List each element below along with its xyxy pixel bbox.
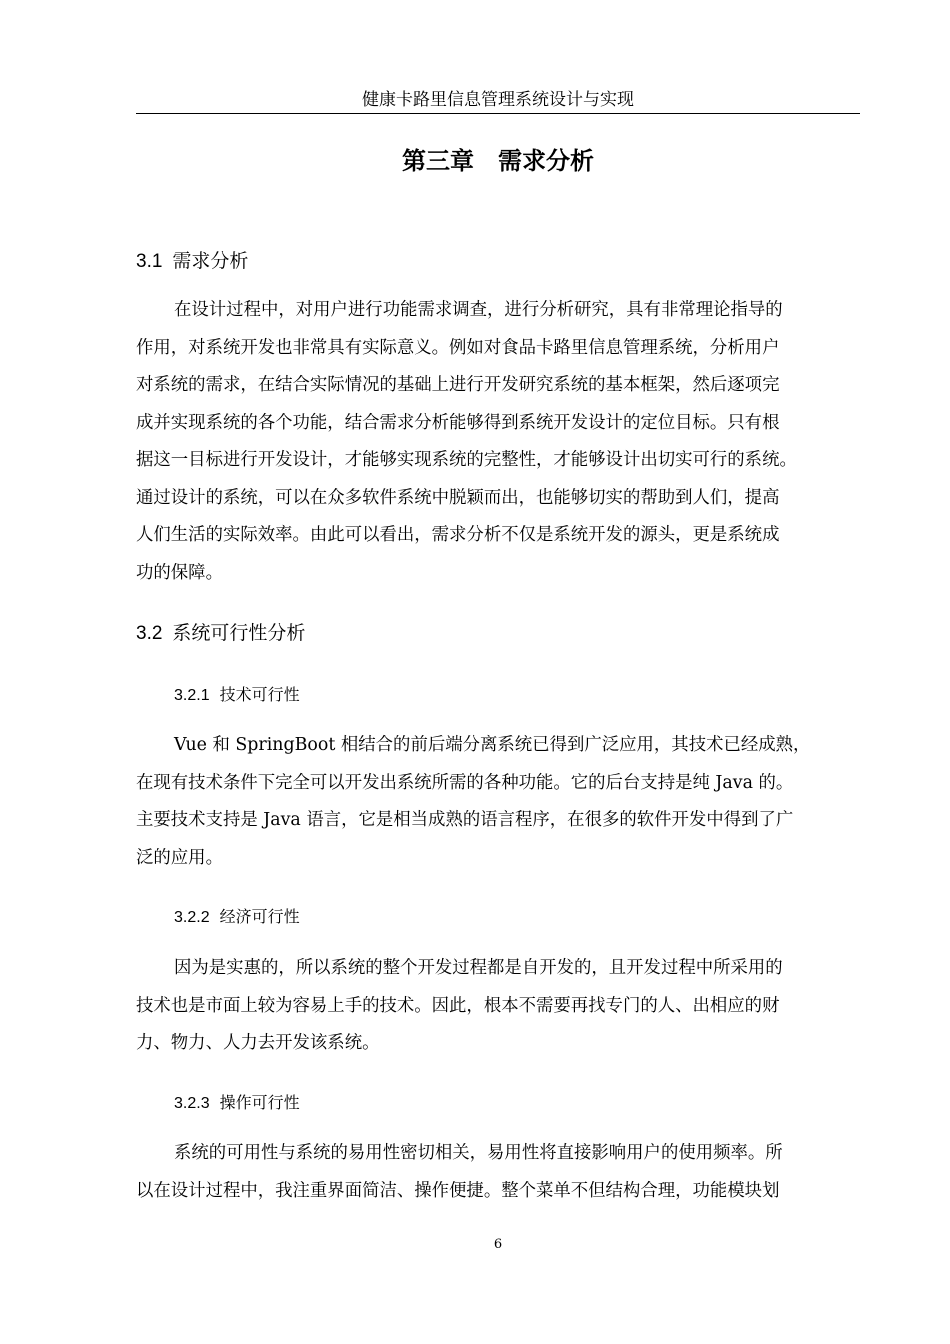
paragraph-3-2-1 [136,727,860,877]
paragraph-3-2-3 [136,1135,860,1210]
section-title: 系统可行性分析 [172,622,306,644]
text-line: 作用，对系统开发也非常具有实际意义。例如对食品卡路里信息管理系统，分析用户 [136,337,780,358]
page-number: 6 [493,1237,503,1252]
header-rule [136,113,860,114]
section-title: 需求分析 [172,250,249,272]
text-line: 在设计过程中，对用户进行功能需求调查，进行分析研究，具有非常理论指导的 [174,300,783,320]
subsection-title: 技术可行性 [219,685,300,704]
text-line: Vue 和 SpringBoot 相结合的前后端分离系统已得到广泛应用，其技术已经成熟， [174,735,811,755]
section-number: 3.2 [136,623,163,644]
subsection-title: 操作可行性 [219,1093,300,1112]
subsection-title: 经济可行性 [219,907,300,926]
text-line: 以在设计过程中，我注重界面简洁、操作便捷。整个菜单不但结构合理，功能模块划 [136,1180,780,1201]
paragraph-3-2-2 [136,950,860,1063]
text-line: 技术也是市面上较为容易上手的技术。因此，根本不需要再找专门的人、出相应的财 [136,995,780,1016]
chapter-title: 第三章 需求分析 [402,147,594,175]
text-line: 成并实现系统的各个功能，结合需求分析能够得到系统开发设计的定位目标。只有根 [136,412,780,433]
subsection-number: 3.2.2 [174,909,210,926]
section-number: 3.1 [136,251,163,272]
subsection-heading-3-2-1 [174,684,300,707]
section-heading-3-1 [136,248,248,275]
subsection-heading-3-2-3 [174,1092,300,1115]
text-line: 主要技术支持是 Java 语言，它是相当成熟的语言程序，在很多的软件开发中得到了广 [136,810,794,830]
subsection-number: 3.2.3 [174,1095,210,1112]
running-header: 健康卡路里信息管理系统设计与实现 [362,90,634,110]
text-line: 因为是实惠的，所以系统的整个开发过程都是自开发的，且开发过程中所采用的 [174,958,783,978]
text-line: 对系统的需求，在结合实际情况的基础上进行开发研究系统的基本框架，然后逐项完 [136,375,780,395]
text-line: 通过设计的系统，可以在众多软件系统中脱颖而出，也能够切实的帮助到人们，提高 [136,487,780,508]
text-line: 系统的可用性与系统的易用性密切相关，易用性将直接影响用户的使用频率。所 [174,1143,783,1163]
subsection-heading-3-2-2 [174,906,300,929]
text-line: 功的保障。 [136,562,223,583]
subsection-number: 3.2.1 [174,687,210,704]
text-line: 在现有技术条件下完全可以开发出系统所需的各种功能。它的后台支持是纯 Java 的。 [136,772,794,793]
paragraph-3-1 [136,292,860,592]
text-line: 力、物力、人力去开发该系统。 [136,1033,380,1053]
text-line: 泛的应用。 [136,847,223,868]
text-line: 人们生活的实际效率。由此可以看出，需求分析不仅是系统开发的源头，更是系统成 [136,525,780,545]
section-heading-3-2 [136,620,305,647]
text-line: 据这一目标进行开发设计，才能够实现系统的完整性，才能够设计出切实可行的系统。 [136,450,797,470]
